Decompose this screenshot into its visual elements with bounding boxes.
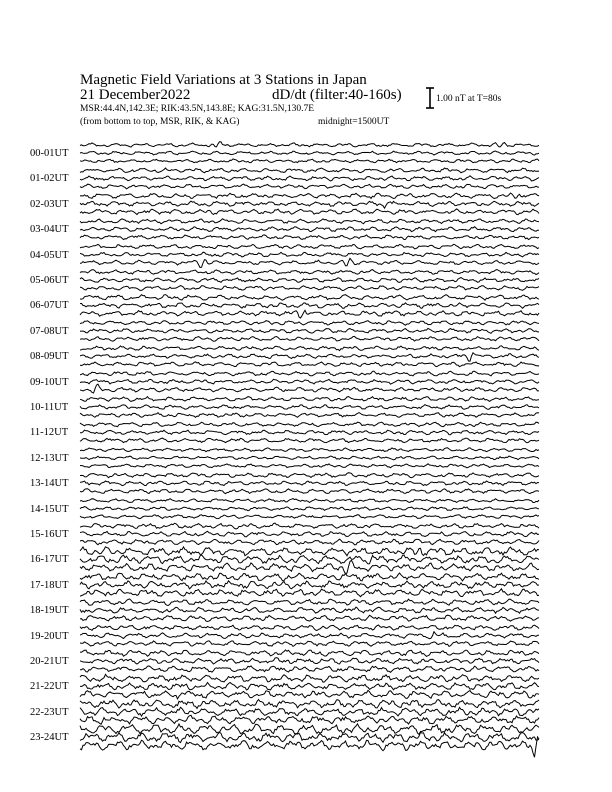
- scale-bar: [426, 88, 434, 108]
- trace-rik: [80, 252, 539, 257]
- trace-kag: [80, 244, 539, 249]
- trace-msr: [80, 666, 539, 672]
- order-label: (from bottom to top, MSR, RIK, & KAG): [80, 117, 240, 127]
- trace-kag: [80, 193, 539, 199]
- trace-kag: [80, 346, 539, 351]
- hour-label: 00-01UT: [30, 148, 69, 159]
- trace-kag: [80, 321, 539, 326]
- hour-label: 12-13UT: [30, 452, 69, 464]
- hour-label: 16-17UT: [30, 554, 69, 566]
- trace-kag: [80, 674, 539, 682]
- trace-kag: [80, 700, 539, 709]
- trace-rik: [80, 555, 539, 564]
- trace-rik: [80, 732, 539, 742]
- mode-label: dD/dt (filter:40-160s): [272, 87, 402, 103]
- stations-label: MSR:44.4N,142.3E; RIK:43.5N,143.8E; KAG:31.5N,130.7E: [80, 104, 315, 114]
- hour-label: 02-03UT: [30, 198, 69, 210]
- trace-kag: [80, 168, 539, 173]
- trace-msr: [80, 286, 539, 291]
- midnight-label: midnight=1500UT: [318, 117, 390, 127]
- trace-kag: [80, 270, 539, 275]
- trace-msr: [80, 489, 539, 494]
- hour-label: 05-06UT: [30, 275, 69, 286]
- trace-rik: [80, 632, 539, 639]
- trace-rik: [80, 353, 539, 361]
- trace-msr: [80, 515, 539, 519]
- trace-msr: [80, 184, 539, 189]
- trace-kag: [80, 599, 539, 606]
- trace-kag: [80, 397, 539, 402]
- trace-msr: [80, 209, 539, 215]
- trace-kag: [80, 499, 539, 503]
- trace-kag: [80, 724, 539, 735]
- trace-msr: [80, 159, 539, 163]
- trace-kag: [80, 371, 539, 376]
- trace-msr: [80, 715, 539, 724]
- trace-kag: [80, 523, 539, 529]
- hour-label: 10-11UT: [30, 402, 69, 413]
- trace-msr: [80, 362, 539, 367]
- trace-msr: [80, 641, 539, 647]
- trace-msr: [80, 539, 539, 545]
- trace-kag: [80, 219, 539, 224]
- hour-label: 21-22UT: [30, 681, 69, 693]
- hour-label: 07-08UT: [30, 325, 69, 337]
- trace-kag: [80, 625, 539, 631]
- scale-bar-label: 1.00 nT at T=80s: [436, 94, 502, 104]
- trace-kag: [80, 650, 539, 657]
- trace-msr: [80, 464, 539, 468]
- hour-label: 03-04UT: [30, 224, 69, 236]
- trace-rik: [80, 303, 539, 309]
- trace-rik: [80, 481, 539, 486]
- trace-group: [80, 142, 539, 757]
- trace-rik: [80, 227, 539, 232]
- trace-rik: [80, 379, 539, 384]
- trace-rik: [80, 607, 539, 613]
- hour-label: 04-05UT: [30, 249, 69, 261]
- chart-title: Magnetic Field Variations at 3 Stations in Japan: [80, 72, 367, 88]
- hour-label: 22-23UT: [30, 706, 69, 718]
- trace-msr: [80, 258, 539, 267]
- hour-label: 15-16UT: [30, 529, 69, 540]
- trace-rik: [80, 201, 539, 208]
- date-label: 21 December2022: [80, 87, 191, 103]
- trace-msr: [80, 413, 539, 418]
- trace-msr: [80, 336, 539, 341]
- trace-msr: [80, 615, 539, 621]
- trace-rik: [80, 707, 539, 716]
- trace-rik: [80, 151, 539, 155]
- hour-label: 01-02UT: [30, 173, 69, 185]
- hour-label: 11-12UT: [30, 427, 69, 439]
- trace-kag: [80, 422, 539, 427]
- trace-rik: [80, 405, 539, 410]
- trace-rik: [80, 658, 539, 664]
- trace-rik: [80, 278, 539, 283]
- hour-label: 13-14UT: [30, 478, 69, 490]
- hour-label: 19-20UT: [30, 630, 69, 642]
- trace-rik: [80, 531, 539, 537]
- trace-rik: [80, 430, 539, 435]
- hour-label: 23-24UT: [30, 732, 69, 744]
- trace-rik: [80, 683, 539, 690]
- hour-label: 14-15UT: [30, 503, 69, 515]
- trace-rik: [80, 507, 539, 511]
- trace-kag: [80, 142, 539, 147]
- hour-label: 17-18UT: [30, 579, 69, 591]
- trace-msr: [80, 438, 539, 443]
- trace-msr: [80, 589, 539, 597]
- trace-rik: [80, 328, 539, 333]
- hour-label: 20-21UT: [30, 656, 69, 667]
- hour-label: 08-09UT: [30, 351, 69, 363]
- trace-kag: [80, 473, 539, 478]
- trace-rik: [80, 456, 539, 460]
- trace-msr: [80, 235, 539, 240]
- trace-msr: [80, 310, 539, 318]
- trace-rik: [80, 176, 539, 181]
- trace-kag: [80, 547, 539, 556]
- trace-rik: [80, 581, 539, 589]
- trace-kag: [80, 448, 539, 452]
- trace-msr: [80, 384, 539, 393]
- trace-kag: [80, 295, 539, 301]
- hour-label: 09-10UT: [30, 376, 69, 388]
- hour-label: 06-07UT: [30, 300, 69, 312]
- trace-msr: [80, 560, 539, 574]
- trace-kag: [80, 573, 539, 581]
- hour-label: 18-19UT: [30, 605, 69, 617]
- trace-msr: [80, 690, 539, 699]
